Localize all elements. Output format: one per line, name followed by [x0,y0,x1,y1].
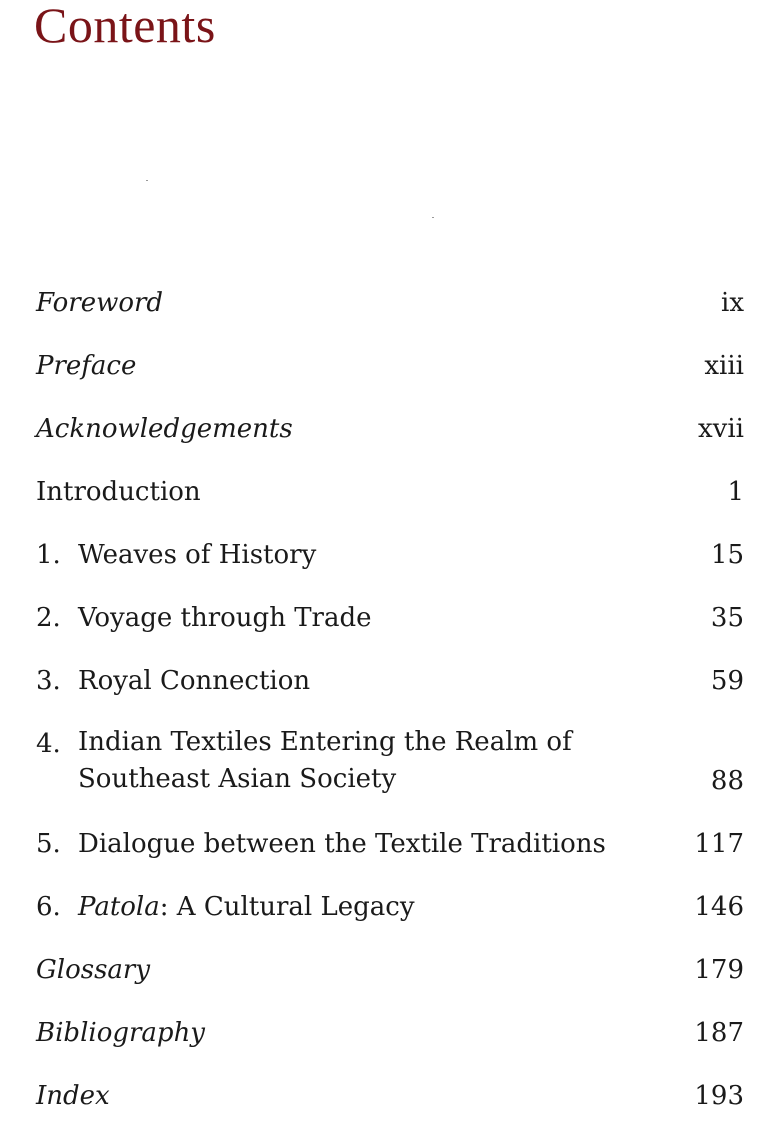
toc-entry-title: Dialogue between the Textile Traditions [78,829,606,859]
toc-entry-title: Index [36,1081,110,1111]
toc-entry-number: 5. [36,829,61,859]
toc-entry-page-number: 117 [694,829,744,859]
toc-entry-chapter-2 [36,598,744,661]
toc-entry-page-number: ix [721,288,744,318]
toc-entry-chapter-4 [36,724,744,824]
toc-entry-chapter-6 [36,887,744,950]
page-title: Contents [34,0,216,53]
toc-entry-page-number: 35 [710,603,744,633]
toc-entry-title: Preface [36,351,137,381]
toc-entry-title-line-2: Southeast Asian Society [78,764,397,794]
toc-entry-number: 2. [36,603,61,633]
toc-entry-title-italic-part: Patola [78,892,160,922]
toc-entry-page-number: xiii [704,351,744,381]
toc-entry-title: Acknowledgements [36,414,293,444]
toc-entry-foreword [36,283,744,346]
toc-entry-chapter-3 [36,661,744,724]
toc-entry-page-number: 193 [694,1081,744,1111]
toc-entry-chapter-1 [36,535,744,598]
toc-entry-number: 1. [36,540,61,570]
toc-entry-acknowledgements [36,409,744,472]
toc-entry-page-number: 88 [710,766,744,796]
toc-entry-title [78,724,572,798]
toc-entry-page-number: 179 [694,955,744,985]
toc-entry-title: Foreword [36,288,164,318]
toc-entry-title [78,887,415,927]
toc-entry-title: Introduction [36,477,201,507]
print-speck [146,180,148,181]
toc-entry-glossary [36,950,744,1013]
toc-entry-page-number: 1 [727,477,744,507]
toc-entry-number: 3. [36,666,61,696]
toc-entry-bibliography [36,1013,744,1076]
toc-entry-page-number: 59 [710,666,744,696]
toc-entry-title-rest: : A Cultural Legacy [159,892,415,922]
toc-entry-title: Weaves of History [78,540,317,570]
toc-entry-preface [36,346,744,409]
toc-entry-chapter-5 [36,824,744,887]
toc-entry-introduction [36,472,744,535]
toc-entry-title: Bibliography [36,1018,205,1048]
toc-entry-title-line-1: Indian Textiles Entering the Realm of [78,727,572,757]
print-speck [432,217,434,218]
toc-entry-title: Voyage through Trade [78,603,372,633]
toc-entry-page-number: 187 [694,1018,744,1048]
toc-entry-page-number: xvii [698,414,744,444]
toc-entry-number: 4. [36,729,61,759]
toc-entry-page-number: 146 [694,892,744,922]
toc-entry-page-number: 15 [710,540,744,570]
toc-entry-title: Glossary [36,955,151,985]
table-of-contents [36,283,744,1139]
toc-entry-number: 6. [36,892,61,922]
toc-entry-title: Royal Connection [78,666,311,696]
